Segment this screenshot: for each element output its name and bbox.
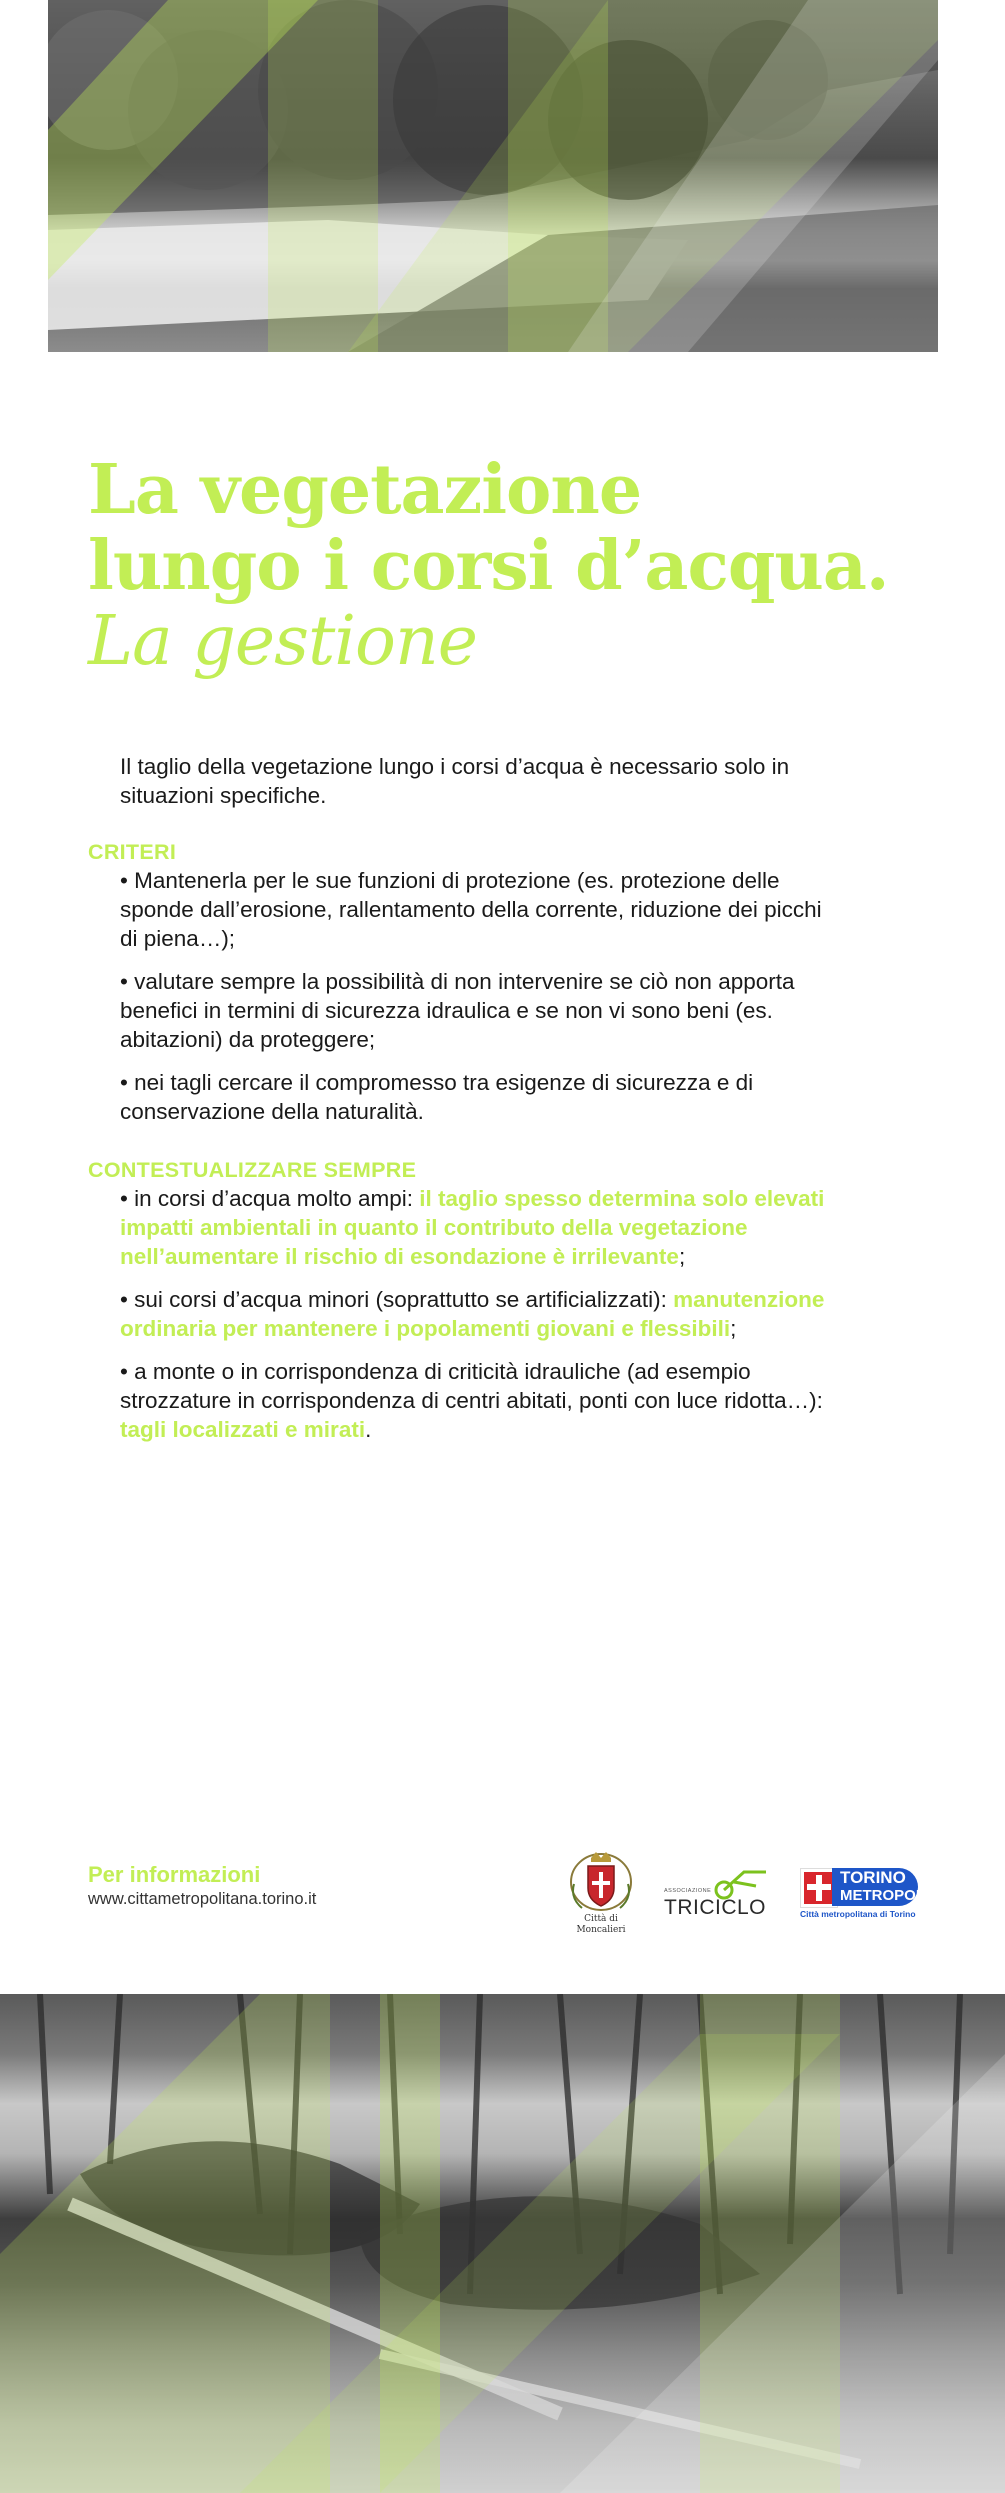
contestualizzare-heading: CONTESTUALIZZARE SEMPRE xyxy=(88,1158,417,1182)
item-highlight: manutenzione ordinaria per mantenere i popolamenti giovani e flessibili xyxy=(120,1287,825,1341)
torino-caption: Città metropolitana di Torino xyxy=(800,1909,916,1919)
item-punct: . xyxy=(365,1417,372,1442)
info-url-link[interactable]: www.cittametropolitana.torino.it xyxy=(88,1890,317,1908)
contestualizzare-item xyxy=(120,1184,850,1271)
item-text: • in corsi d’acqua molto ampi: xyxy=(120,1186,420,1211)
triciclo-name: TRICICLO xyxy=(664,1896,767,1919)
bottom-river-photo xyxy=(0,1994,1005,2493)
item-punct: ; xyxy=(678,1244,686,1269)
contestualizzare-list xyxy=(120,1184,850,1458)
title-line-2: lungo i corsi d’acqua. xyxy=(88,526,889,606)
criteri-item: • nei tagli cercare il compromesso tra esigenze di sicurezza e di conservazione della naturalità. xyxy=(120,1070,754,1124)
torino-line2: METROPOLI xyxy=(840,1887,930,1904)
item-text: • a monte o in corrispondenza di criticità idrauliche (ad esempio strozzature in corrispondenza di centri abitati, ponti con luce ridotta…): xyxy=(120,1359,823,1413)
criteri-list xyxy=(120,866,840,1140)
triciclo-logo xyxy=(664,1866,776,1926)
intro-paragraph: Il taglio della vegetazione lungo i corsi d’acqua è necessario solo in situazioni specifiche. xyxy=(120,754,790,808)
item-highlight: il taglio spesso determina solo elevati impatti ambientali in quanto il contributo della vegetazione nell’aumentare il rischio di esondazione è irrilevante xyxy=(120,1186,825,1269)
torino-line1: TORINO xyxy=(840,1868,906,1887)
title-subtitle: La gestione xyxy=(88,602,478,681)
torino-metropoli-logo xyxy=(800,1868,930,1922)
triciclo-small-label: ASSOCIAZIONE xyxy=(664,1888,712,1894)
criteri-item: • valutare sempre la possibilità di non intervenire se ciò non apporta benefici in termini di sicurezza idraulica e se non vi sono beni (es. abitazioni) da proteggere; xyxy=(120,969,795,1052)
info-title: Per informazioni xyxy=(88,1862,261,1887)
title-line-1: La vegetazione xyxy=(88,450,642,530)
item-text: • sui corsi d’acqua minori (soprattutto se artificializzati): xyxy=(120,1287,674,1312)
criteri-heading: CRITERI xyxy=(88,840,177,864)
contestualizzare-item xyxy=(120,1285,850,1343)
moncalieri-line1: Città di xyxy=(584,1914,618,1924)
criteri-item: • Mantenerla per le sue funzioni di protezione (es. protezione delle sponde dall’erosione, rallentamento della corrente, riduzione dei picchi di piena…); xyxy=(120,868,822,951)
triciclo-bike-icon xyxy=(664,1866,776,1900)
top-river-photo xyxy=(48,0,938,352)
page-title xyxy=(88,452,908,680)
item-highlight: tagli localizzati e mirati xyxy=(120,1417,366,1442)
item-punct: ; xyxy=(730,1316,737,1341)
moncalieri-line2: Moncalieri xyxy=(576,1925,626,1935)
contestualizzare-item xyxy=(120,1357,850,1444)
moncalieri-logo xyxy=(566,1848,636,1938)
